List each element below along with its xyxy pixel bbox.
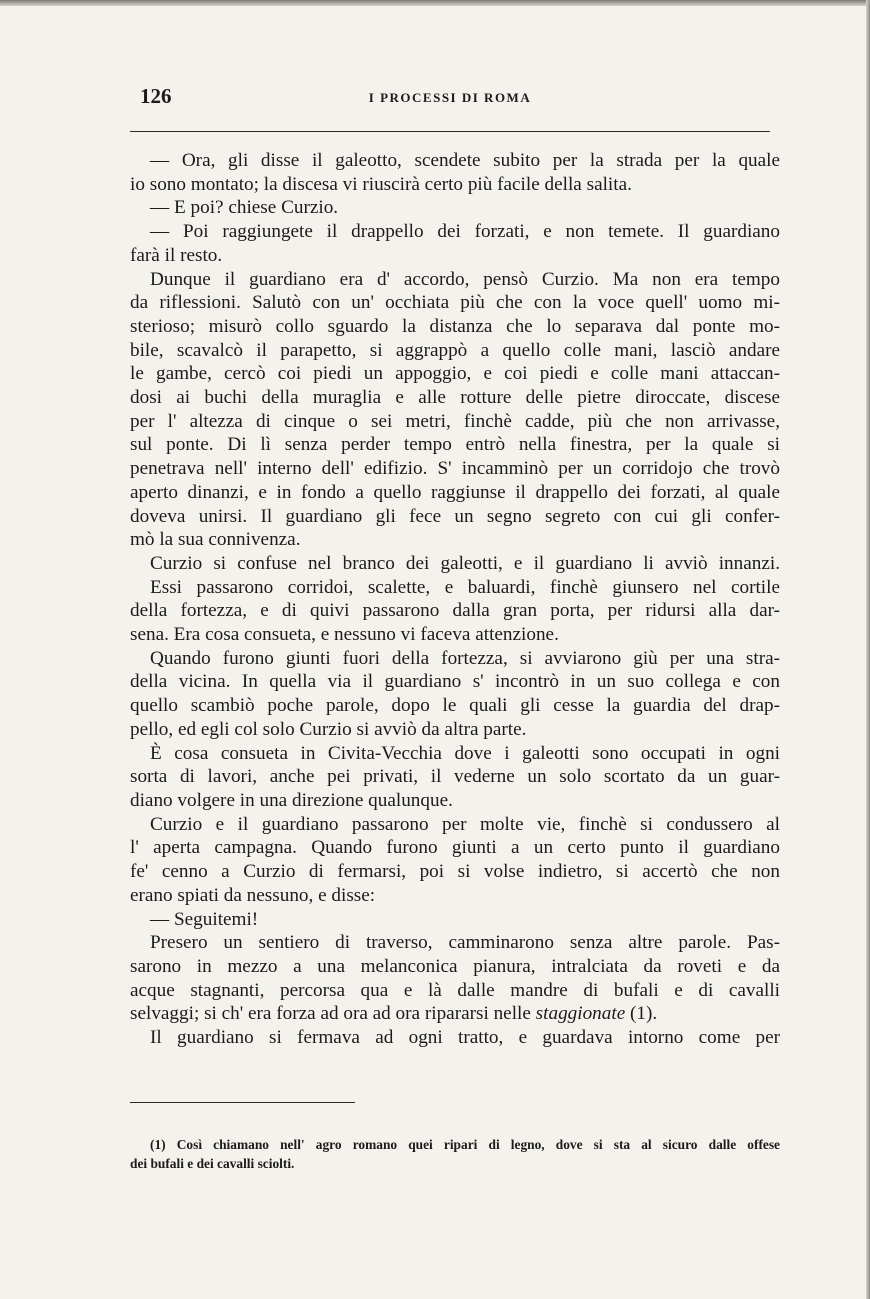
text-line-part: selvaggi; si ch' era forza ad ora ad ora ripararsi nelle — [130, 1003, 536, 1025]
text-line — [130, 1002, 780, 1026]
footnote-line: dei bufali e dei cavalli sciolti. — [130, 1156, 295, 1171]
page-top-edge — [0, 0, 870, 6]
body-text — [130, 149, 780, 1050]
text-line: da riflessioni. Salutò con un' occhiata più che con la voce quell' uomo mi- — [130, 292, 780, 314]
text-line: sorta di lavori, anche pei privati, il vederne un solo scortato da un guar- — [130, 766, 780, 788]
text-line: quello scambiò poche parole, dopo le quali gli cesse la guardia del drap- — [130, 695, 780, 717]
footnote — [130, 1135, 780, 1173]
text-line: Presero un sentiero di traverso, camminarono senza altre parole. Pas- — [150, 932, 780, 954]
running-title: I PROCESSI DI ROMA — [368, 90, 532, 105]
text-line: aperto dinanzi, e in fondo a quello raggiunse il drappello dei forzati, al quale — [130, 481, 780, 503]
text-line: fe' cenno a Curzio di fermarsi, poi si volse indietro, si accertò che non — [130, 861, 780, 883]
italic-term: staggionate — [535, 1003, 626, 1025]
text-line: per l' altezza di cinque o sei metri, finchè cadde, più che non arrivasse, — [130, 410, 780, 432]
text-line: della fortezza, e di quivi passarono dalla gran porta, per ridursi alla dar- — [130, 600, 780, 622]
text-line: bile, scavalcò il parapetto, si aggrappò a quello colle mani, lasciò andare — [130, 339, 780, 361]
text-line: Curzio e il guardiano passarono per molte vie, finchè si condussero al — [150, 813, 780, 835]
text-line: mò la sua connivenza. — [130, 529, 301, 551]
text-line: È cosa consueta in Civita-Vecchia dove i galeotti sono occupati in ogni — [150, 742, 780, 764]
text-line: Quando furono giunti fuori della fortezza, si avviarono giù per una stra- — [150, 647, 780, 669]
text-line: penetrava nell' interno dell' edifizio. S' incamminò per un corridojo che trovò — [130, 458, 780, 480]
header-rule — [130, 131, 770, 132]
text-line: diano volgere in una direzione qualunque. — [130, 789, 453, 811]
page-header — [130, 84, 770, 114]
text-line: — Poi raggiungete il drappello dei forzati, e non temete. Il guardiano — [150, 221, 780, 243]
text-line: Dunque il guardiano era d' accordo, pensò Curzio. Ma non era tempo — [150, 268, 780, 290]
text-line: — Seguitemi! — [150, 908, 259, 930]
text-line: — E poi? chiese Curzio. — [150, 197, 339, 219]
text-line: Curzio si confuse nel branco dei galeotti, e il guardiano li avviò innanzi. — [150, 552, 780, 574]
text-line: della vicina. In quella via il guardiano s' incontrò in un suo collega e con — [130, 671, 780, 693]
footnote-line: (1) Così chiamano nell' agro romano quei ripari di legno, dove si sta al sicuro dalle offese — [150, 1137, 780, 1152]
page-number: 126 — [140, 84, 172, 108]
text-line: Essi passarono corridoi, scalette, e baluardi, finchè giunsero nel cortile — [150, 576, 780, 598]
page-right-edge — [866, 0, 870, 1299]
text-line: l' aperta campagna. Quando furono giunti a un certo punto il guardiano — [130, 837, 780, 859]
text-line: farà il resto. — [130, 244, 223, 266]
text-line: — Ora, gli disse il galeotto, scendete subito per la strada per la quale — [150, 150, 780, 171]
footnote-rule — [130, 1102, 355, 1103]
text-line: erano spiati da nessuno, e disse: — [130, 884, 376, 906]
text-line: acque stagnanti, percorsa qua e là dalle mandre di bufali e di cavalli — [130, 979, 780, 1001]
text-line: io sono montato; la discesa vi riuscirà certo più facile della salita. — [130, 173, 632, 195]
text-line: sul ponte. Di lì senza perder tempo entrò nella finestra, per la quale si — [130, 434, 780, 456]
text-line: dosi ai buchi della muraglia e alle rotture delle pietre diroccate, discese — [130, 387, 780, 409]
text-line: pello, ed egli col solo Curzio si avviò da altra parte. — [130, 718, 527, 740]
text-line: sterioso; misurò collo sguardo la distanza che lo separava dal ponte mo- — [130, 315, 780, 337]
text-line: Il guardiano si fermava ad ogni tratto, e guardava intorno come per — [150, 1027, 780, 1049]
text-line: le gambe, cercò coi piedi un appoggio, e coi piedi e colle mani attaccan- — [130, 363, 780, 385]
footnote-reference: (1). — [625, 1003, 658, 1025]
text-line: doveva unirsi. Il guardiano gli fece un segno segreto con cui gli confer- — [130, 505, 780, 527]
text-line: sena. Era cosa consueta, e nessuno vi faceva attenzione. — [130, 624, 559, 646]
text-line: sarono in mezzo a una melanconica pianura, intralciata da roveti e da — [130, 955, 780, 977]
